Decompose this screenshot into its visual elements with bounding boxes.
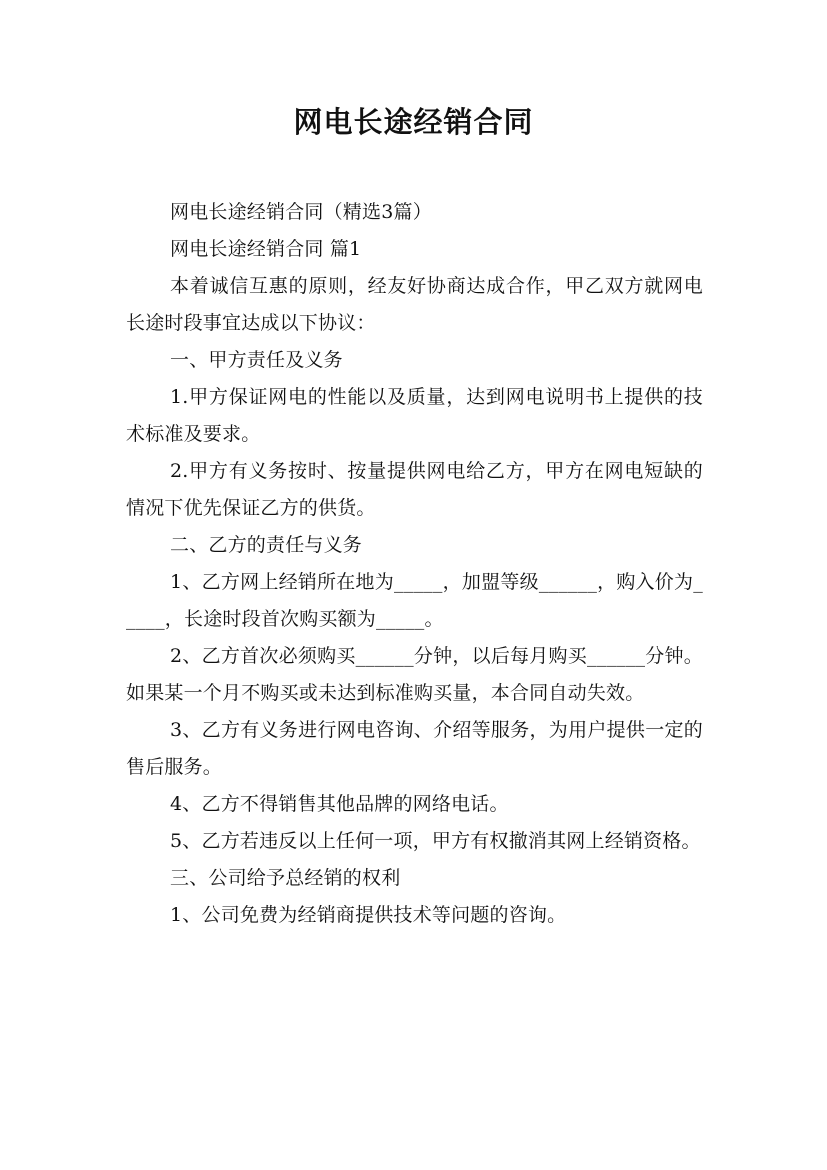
paragraph-party-b-item-3: 3、乙方有义务进行网电咨询、介绍等服务，为用户提供一定的售后服务。: [126, 719, 703, 778]
paragraph-subtitle: 网电长途经销合同（精选3篇）: [170, 201, 432, 223]
paragraph-heading-party-a: 一、甲方责任及义务: [170, 349, 343, 371]
paragraph-preamble: 本着诚信互惠的原则，经友好协商达成合作，甲乙双方就网电长途时段事宜达成以下协议：: [126, 275, 703, 334]
paragraph-party-b-item-1: 1、乙方网上经销所在地为_____，加盟等级______，购入价为_____，长途时段首次购买额为_____。: [126, 571, 703, 630]
document-body: [126, 194, 703, 934]
document-title: 网电长途经销合同: [293, 105, 534, 139]
paragraph-company-rights-item-1: 1、公司免费为经销商提供技术等问题的咨询。: [170, 904, 567, 926]
paragraph-party-a-item-1: 1.甲方保证网电的性能以及质量，达到网电说明书上提供的技术标准及要求。: [126, 386, 703, 445]
paragraph-party-b-item-4: 4、乙方不得销售其他品牌的网络电话。: [170, 793, 509, 815]
paragraph-section-heading: 网电长途经销合同 篇1: [170, 238, 362, 260]
paragraph-heading-company-rights: 三、公司给予总经销的权利: [170, 867, 401, 889]
paragraph-heading-party-b: 二、乙方的责任与义务: [170, 534, 363, 556]
paragraph-party-b-item-5: 5、乙方若违反以上任何一项，甲方有权撤消其网上经销资格。: [170, 830, 701, 852]
paragraph-party-a-item-2: 2.甲方有义务按时、按量提供网电给乙方，甲方在网电短缺的情况下优先保证乙方的供货。: [126, 460, 703, 519]
paragraph-party-b-item-2: 2、乙方首次必须购买______分钟，以后每月购买______分钟。如果某一个月不购买或未达到标准购买量，本合同自动失效。: [126, 645, 703, 704]
